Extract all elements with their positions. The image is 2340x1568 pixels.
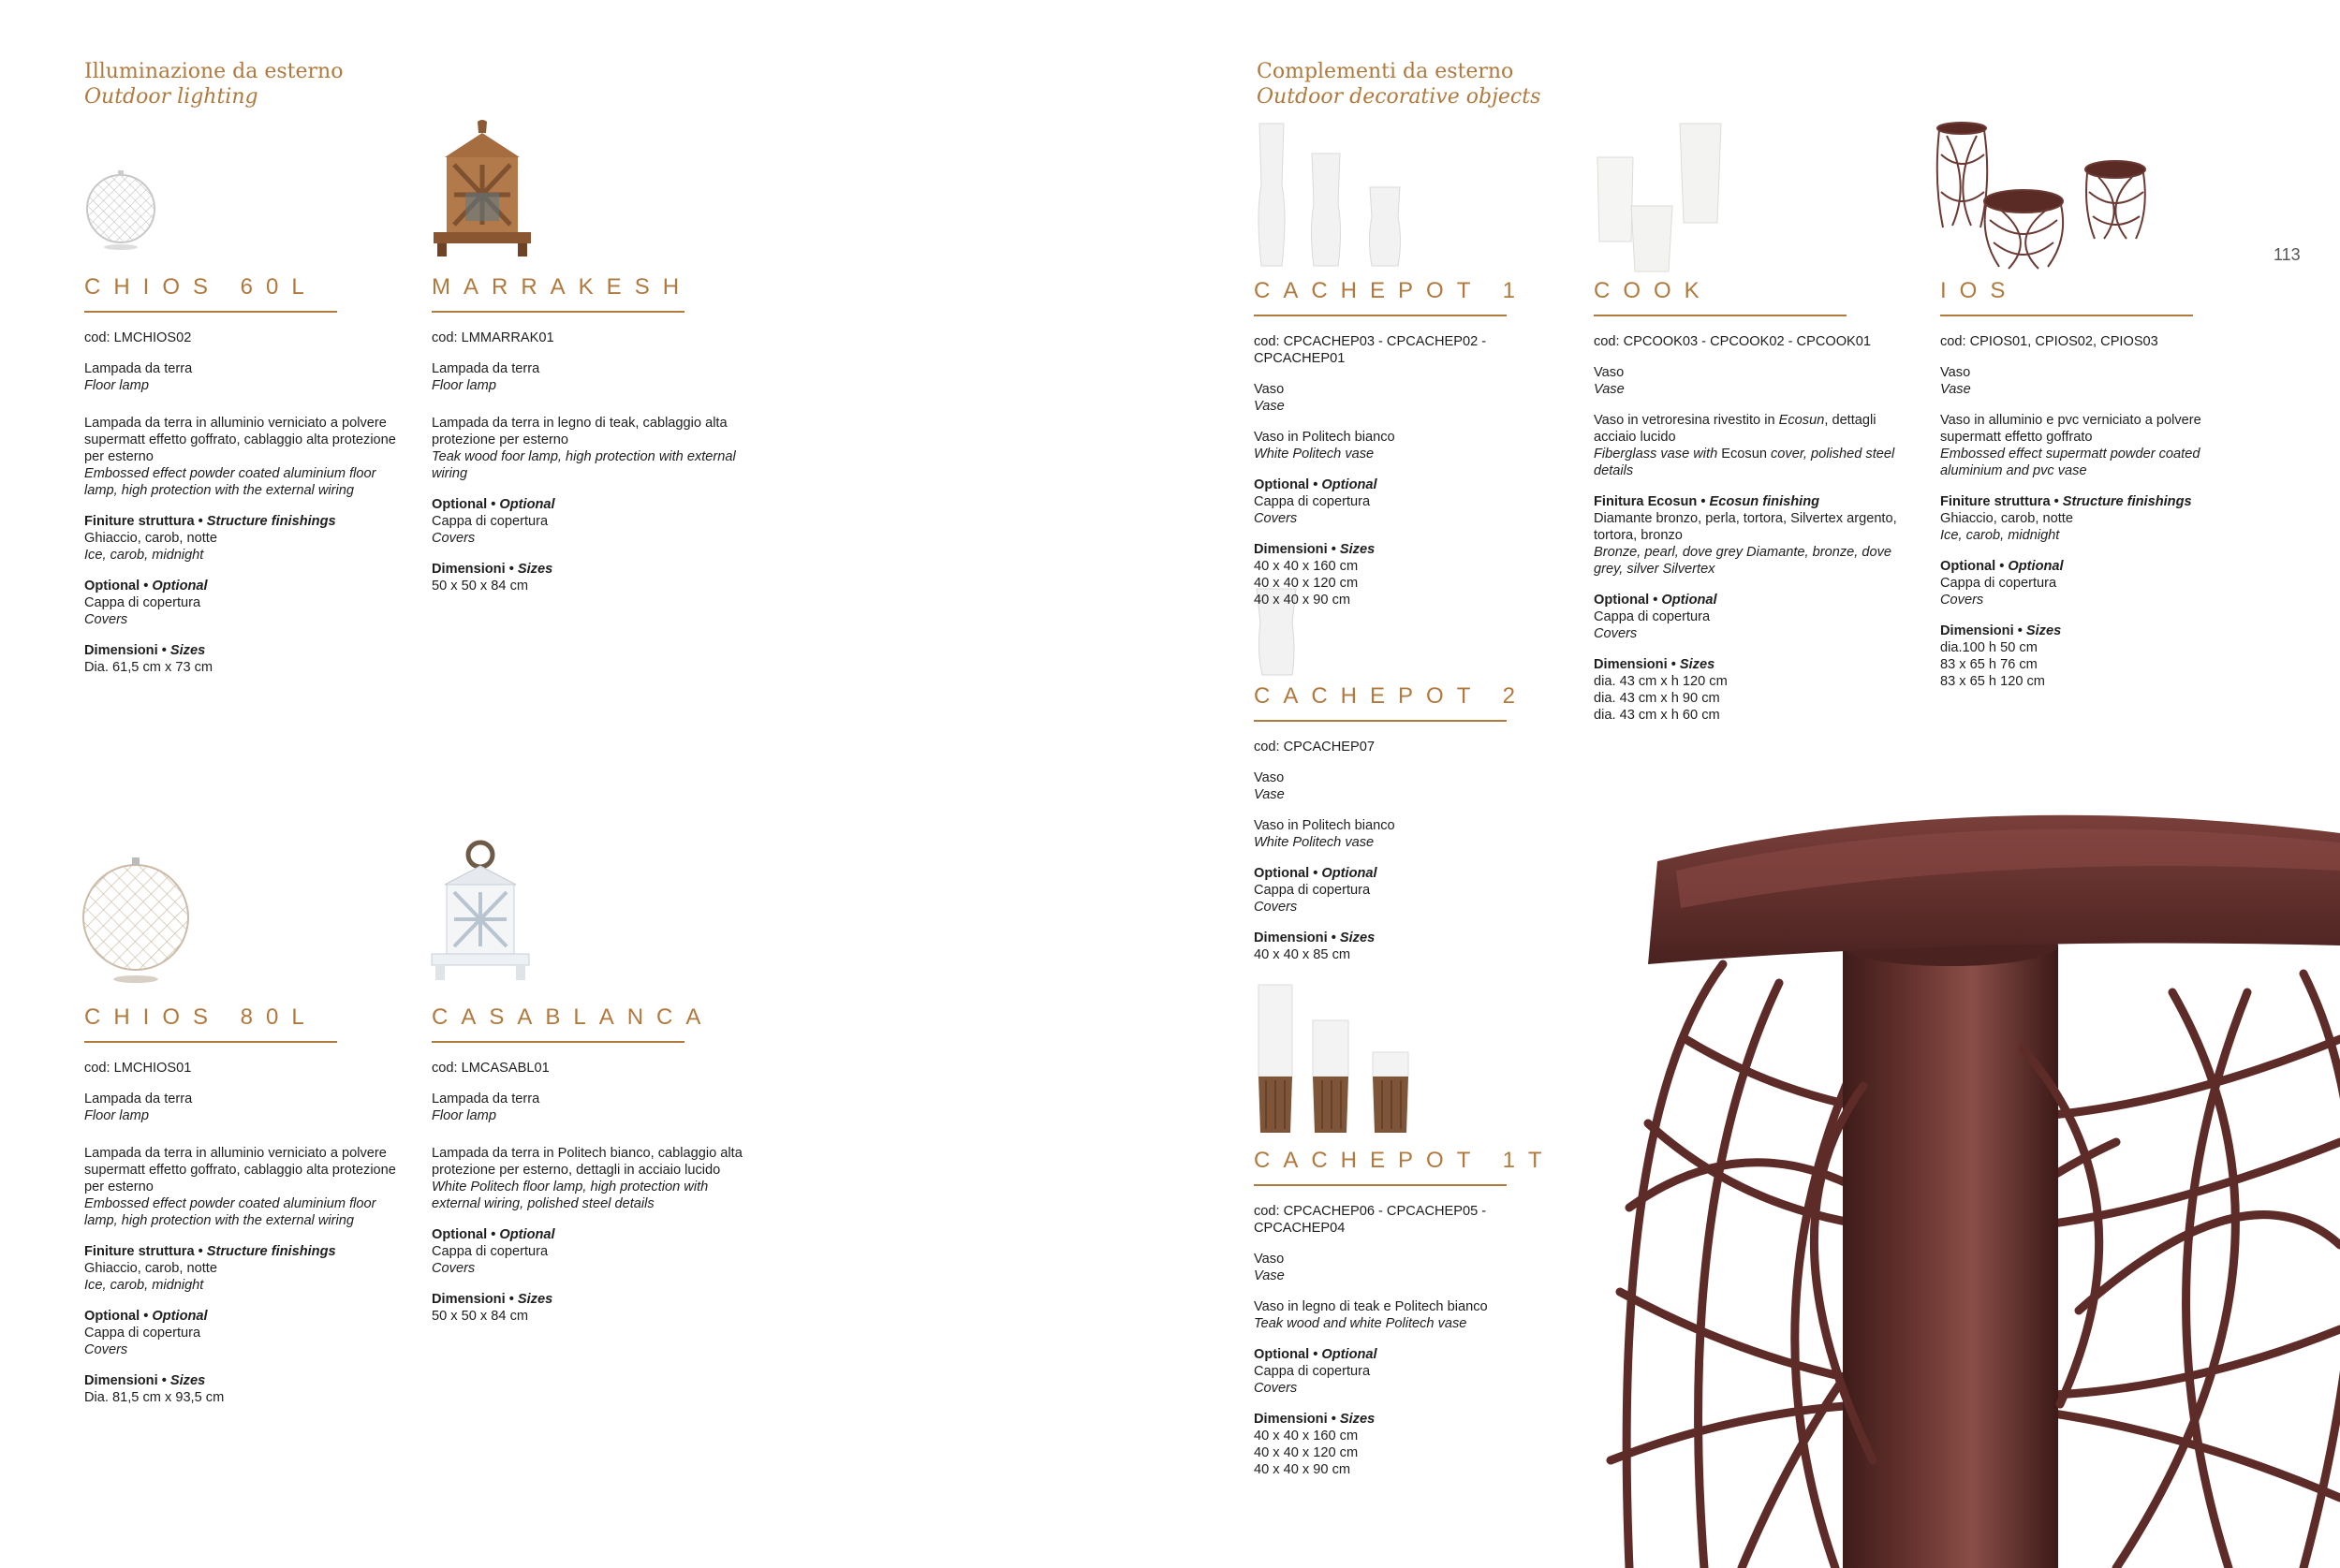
product-name: CACHEPOT 1	[1254, 278, 1528, 303]
product-cachepot-1t	[1254, 1147, 1577, 1492]
product-name: CHIOS 60L	[84, 274, 317, 300]
product-cook	[1594, 277, 1917, 738]
optional-en: Covers	[432, 531, 476, 546]
casablanca-lamp-image	[426, 838, 538, 988]
optional-it: Cappa di copertura	[1940, 576, 2057, 591]
size-value: 50 x 50 x 84 cm	[432, 1309, 529, 1324]
type-it: Vaso	[1254, 382, 1285, 397]
description-it: Lampada da terra in alluminio verniciato a polvere supermatt effetto goffrato, cablaggio alta protezione per esterno	[84, 416, 396, 464]
optional-en: Covers	[1940, 593, 1984, 608]
type-it: Vaso	[1594, 365, 1625, 380]
optional-it: Cappa di copertura	[1254, 494, 1371, 509]
type-it: Vaso	[1254, 770, 1285, 785]
divider	[432, 311, 684, 313]
finish-label-it: Finiture struttura	[84, 514, 195, 529]
product-chios-60l	[84, 273, 407, 690]
separator: •	[1327, 931, 1340, 945]
finish-en: Ice, carob, midnight	[84, 548, 204, 563]
optional-en: Covers	[1254, 1381, 1298, 1396]
description-en-a: Fiberglass vase with	[1594, 447, 1722, 462]
finish-it: Ghiaccio, carob, notte	[1940, 511, 2073, 526]
optional-label-it: Optional	[84, 1309, 140, 1324]
size-label-it: Dimensioni	[1940, 623, 2014, 638]
finish-label-en: Ecosun finishing	[1709, 494, 1820, 509]
section-title-it: Illuminazione da esterno	[84, 60, 344, 83]
separator: •	[2013, 623, 2026, 638]
optional-label-it: Optional	[1940, 559, 1996, 574]
divider	[84, 1041, 337, 1043]
finish-label-en: Structure finishings	[206, 514, 336, 529]
description-it: Vaso in legno di teak e Politech bianco	[1254, 1299, 1488, 1314]
type-en: Floor lamp	[84, 378, 149, 393]
divider	[1940, 315, 2193, 316]
size-value: 40 x 40 x 85 cm	[1254, 947, 1351, 962]
section-title-en: Outdoor decorative objects	[1257, 85, 1541, 109]
ios-vases-image	[1934, 117, 2149, 278]
product-code: cod: CPIOS01, CPIOS02, CPIOS03	[1940, 334, 2158, 349]
description-it: Lampada da terra in legno di teak, cablaggio alta protezione per esterno	[432, 416, 728, 447]
separator: •	[1995, 559, 2009, 574]
optional-it: Cappa di copertura	[1254, 883, 1371, 898]
type-it: Vaso	[1940, 365, 1971, 380]
description-en: White Politech floor lamp, high protection with external wiring, polished steel details	[432, 1180, 709, 1211]
optional-label-en: Optional	[499, 1227, 555, 1242]
product-casablanca	[432, 1004, 755, 1339]
product-marrakesh	[432, 273, 755, 608]
divider	[1594, 315, 1847, 316]
type-en: Floor lamp	[432, 378, 496, 393]
separator: •	[1649, 593, 1662, 608]
section-title-lighting	[84, 59, 343, 110]
optional-en: Covers	[1254, 900, 1298, 915]
size-value: dia.100 h 50 cm	[1940, 640, 2038, 655]
size-value: 40 x 40 x 120 cm	[1254, 576, 1359, 591]
section-title-it: Complementi da esterno	[1257, 60, 1514, 83]
type-en: Vase	[1940, 382, 1971, 397]
size-value: dia. 43 cm x h 90 cm	[1594, 691, 1720, 706]
size-label-it: Dimensioni	[1594, 657, 1668, 672]
section-title-decorative	[1257, 59, 1540, 110]
separator: •	[140, 1309, 153, 1324]
size-value: dia. 43 cm x h 60 cm	[1594, 708, 1720, 723]
product-chios-80l	[84, 1004, 407, 1420]
separator: •	[1667, 657, 1680, 672]
description-en: Embossed effect supermatt powder coated aluminium and pvc vase	[1940, 447, 2200, 478]
optional-it: Cappa di copertura	[432, 1244, 549, 1259]
finish-label-it: Finiture struttura	[1940, 494, 2051, 509]
optional-label-it: Optional	[432, 497, 488, 512]
size-label-it: Dimensioni	[1254, 1412, 1328, 1427]
size-label-en: Sizes	[169, 1373, 206, 1388]
separator: •	[1309, 477, 1322, 492]
description-it: Vaso in Politech bianco	[1254, 818, 1395, 833]
divider	[84, 311, 337, 313]
size-label-it: Dimensioni	[84, 643, 158, 658]
optional-en: Covers	[432, 1261, 476, 1276]
finish-it: Ghiaccio, carob, notte	[84, 531, 217, 546]
type-en: Vase	[1254, 787, 1285, 802]
finish-label-en: Structure finishings	[206, 1244, 336, 1259]
finish-label-it: Finitura Ecosun	[1594, 494, 1698, 509]
size-label-it: Dimensioni	[1254, 542, 1328, 557]
size-label-it: Dimensioni	[432, 1292, 506, 1307]
separator: •	[1327, 1412, 1340, 1427]
page-number: 113	[2274, 245, 2301, 264]
optional-en: Covers	[84, 612, 128, 627]
product-name: MARRAKESH	[432, 274, 693, 300]
size-label-en: Sizes	[517, 562, 553, 577]
separator: •	[157, 1373, 170, 1388]
size-value: 40 x 40 x 120 cm	[1254, 1445, 1359, 1460]
size-label-en: Sizes	[2025, 623, 2062, 638]
product-cachepot-2	[1254, 682, 1577, 977]
cachepot-1t-vases-image	[1255, 983, 1423, 1137]
finish-label-it: Finiture struttura	[84, 1244, 195, 1259]
size-label-en: Sizes	[1339, 931, 1376, 945]
type-en: Floor lamp	[84, 1108, 149, 1123]
product-code: cod: LMCHIOS02	[84, 330, 192, 345]
optional-en: Covers	[1594, 626, 1638, 641]
product-name: CACHEPOT 1T	[1254, 1148, 1555, 1173]
optional-label-en: Optional	[1661, 593, 1717, 608]
size-value: dia. 43 cm x h 120 cm	[1594, 674, 1728, 689]
optional-label-en: Optional	[1321, 866, 1377, 881]
size-value: 83 x 65 h 120 cm	[1940, 674, 2045, 689]
separator: •	[2050, 494, 2063, 509]
size-value: 40 x 40 x 160 cm	[1254, 559, 1359, 574]
type-it: Vaso	[1254, 1252, 1285, 1267]
optional-label-it: Optional	[1254, 477, 1310, 492]
product-ios	[1940, 277, 2263, 704]
description-it-a: Vaso in vetroresina rivestito in	[1594, 413, 1779, 428]
separator: •	[487, 497, 500, 512]
size-value: Dia. 61,5 cm x 73 cm	[84, 660, 213, 675]
product-code: cod: LMCASABL01	[432, 1061, 550, 1076]
separator: •	[140, 579, 153, 593]
optional-label-en: Optional	[152, 579, 208, 593]
size-value: 40 x 40 x 90 cm	[1254, 593, 1351, 608]
size-value: 50 x 50 x 84 cm	[432, 579, 529, 593]
type-en: Floor lamp	[432, 1108, 496, 1123]
finish-it: Ghiaccio, carob, notte	[84, 1261, 217, 1276]
size-value: 83 x 65 h 76 cm	[1940, 657, 2038, 672]
optional-it: Cappa di copertura	[432, 514, 549, 529]
product-code: cod: CPCACHEP07	[1254, 740, 1375, 755]
size-label-en: Sizes	[517, 1292, 553, 1307]
type-it: Lampada da terra	[432, 1092, 540, 1106]
divider	[1254, 315, 1507, 316]
optional-label-en: Optional	[2008, 559, 2064, 574]
size-label-en: Sizes	[1339, 1412, 1376, 1427]
cook-vases-image	[1594, 120, 1725, 274]
type-en: Vase	[1594, 382, 1625, 397]
description-en: Embossed effect powder coated aluminium floor lamp, high protection with the external wiring	[84, 1196, 376, 1228]
size-label-it: Dimensioni	[432, 562, 506, 577]
description-en: Teak wood foor lamp, high protection with external wiring	[432, 449, 736, 481]
optional-label-en: Optional	[1321, 477, 1377, 492]
description-it: Vaso in Politech bianco	[1254, 430, 1395, 445]
size-label-it: Dimensioni	[84, 1373, 158, 1388]
description-it-brand: Ecosun	[1778, 413, 1825, 428]
description-en-brand: Ecosun	[1721, 447, 1767, 462]
finish-en: Ice, carob, midnight	[1940, 528, 2060, 543]
description-en: Teak wood and white Politech vase	[1254, 1316, 1467, 1331]
optional-label-it: Optional	[1594, 593, 1650, 608]
optional-label-en: Optional	[499, 497, 555, 512]
description-en: White Politech vase	[1254, 835, 1375, 850]
optional-label-it: Optional	[84, 579, 140, 593]
separator: •	[487, 1227, 500, 1242]
type-it: Lampada da terra	[432, 361, 540, 376]
size-label-en: Sizes	[169, 643, 206, 658]
product-cachepot-1	[1254, 277, 1577, 623]
chios-60-lamp-image	[82, 169, 159, 253]
marrakesh-lamp-image	[426, 120, 538, 260]
separator: •	[1309, 1347, 1322, 1362]
separator: •	[505, 562, 518, 577]
finish-it: Diamante bronzo, perla, tortora, Silvertex argento, tortora, bronzo	[1594, 511, 1897, 543]
finish-en: Ice, carob, midnight	[84, 1278, 204, 1293]
optional-label-it: Optional	[1254, 1347, 1310, 1362]
size-value: 40 x 40 x 90 cm	[1254, 1462, 1351, 1477]
ios-large-image	[1592, 805, 2340, 1568]
size-value: 40 x 40 x 160 cm	[1254, 1429, 1359, 1443]
separator: •	[157, 643, 170, 658]
description-en-c: cover, polished steel details	[1594, 447, 1895, 478]
description-en: White Politech vase	[1254, 447, 1375, 462]
description-it: Vaso in alluminio e pvc verniciato a polvere supermatt effetto goffrato	[1940, 413, 2201, 445]
description-it: Lampada da terra in Politech bianco, cablaggio alta protezione per esterno, dettagli in acciaio lucido	[432, 1146, 743, 1178]
separator: •	[194, 514, 207, 529]
optional-en: Covers	[84, 1342, 128, 1357]
size-label-en: Sizes	[1679, 657, 1715, 672]
optional-label-it: Optional	[432, 1227, 488, 1242]
type-it: Lampada da terra	[84, 361, 193, 376]
optional-label-en: Optional	[1321, 1347, 1377, 1362]
chios-80-lamp-image	[80, 854, 192, 985]
finish-label-en: Structure finishings	[2062, 494, 2192, 509]
divider	[1254, 1184, 1507, 1186]
product-name: IOS	[1940, 278, 2019, 303]
product-code: cod: LMCHIOS01	[84, 1061, 192, 1076]
product-code: cod: CPCACHEP06 - CPCACHEP05 - CPCACHEP04	[1254, 1204, 1487, 1236]
description-it: Lampada da terra in alluminio verniciato a polvere supermatt effetto goffrato, cablaggio alta protezione per esterno	[84, 1146, 396, 1194]
optional-label-en: Optional	[152, 1309, 208, 1324]
size-label-it: Dimensioni	[1254, 931, 1328, 945]
description-en	[1594, 446, 1917, 479]
section-title-en: Outdoor lighting	[84, 85, 258, 109]
optional-it: Cappa di copertura	[84, 595, 201, 610]
description-it	[1594, 412, 1917, 446]
optional-en: Covers	[1254, 511, 1298, 526]
optional-it: Cappa di copertura	[1254, 1364, 1371, 1379]
description-en: Embossed effect powder coated aluminium floor lamp, high protection with the external wiring	[84, 466, 376, 498]
optional-it: Cappa di copertura	[84, 1326, 201, 1341]
product-name: CHIOS 80L	[84, 1004, 317, 1030]
product-name: COOK	[1594, 278, 1713, 303]
separator: •	[1309, 866, 1322, 881]
separator: •	[1697, 494, 1710, 509]
separator: •	[1327, 542, 1340, 557]
product-name: CACHEPOT 2	[1254, 683, 1528, 709]
size-value: Dia. 81,5 cm x 93,5 cm	[84, 1390, 225, 1405]
description-it-c: , dettagli acciaio lucido	[1594, 413, 1876, 445]
product-code: cod: CPCACHEP03 - CPCACHEP02 - CPCACHEP01	[1254, 334, 1487, 366]
product-name: CASABLANCA	[432, 1004, 714, 1030]
optional-it: Cappa di copertura	[1594, 609, 1711, 624]
separator: •	[194, 1244, 207, 1259]
product-code: cod: LMMARRAK01	[432, 330, 554, 345]
cachepot-1-vases-image	[1250, 120, 1419, 270]
divider	[432, 1041, 684, 1043]
type-it: Lampada da terra	[84, 1092, 193, 1106]
optional-label-it: Optional	[1254, 866, 1310, 881]
size-label-en: Sizes	[1339, 542, 1376, 557]
finish-en: Bronze, pearl, dove grey Diamante, bronze, dove grey, silver Silvertex	[1594, 545, 1891, 577]
divider	[1254, 720, 1507, 722]
type-en: Vase	[1254, 1268, 1285, 1283]
type-en: Vase	[1254, 399, 1285, 414]
product-code: cod: CPCOOK03 - CPCOOK02 - CPCOOK01	[1594, 334, 1872, 349]
separator: •	[505, 1292, 518, 1307]
